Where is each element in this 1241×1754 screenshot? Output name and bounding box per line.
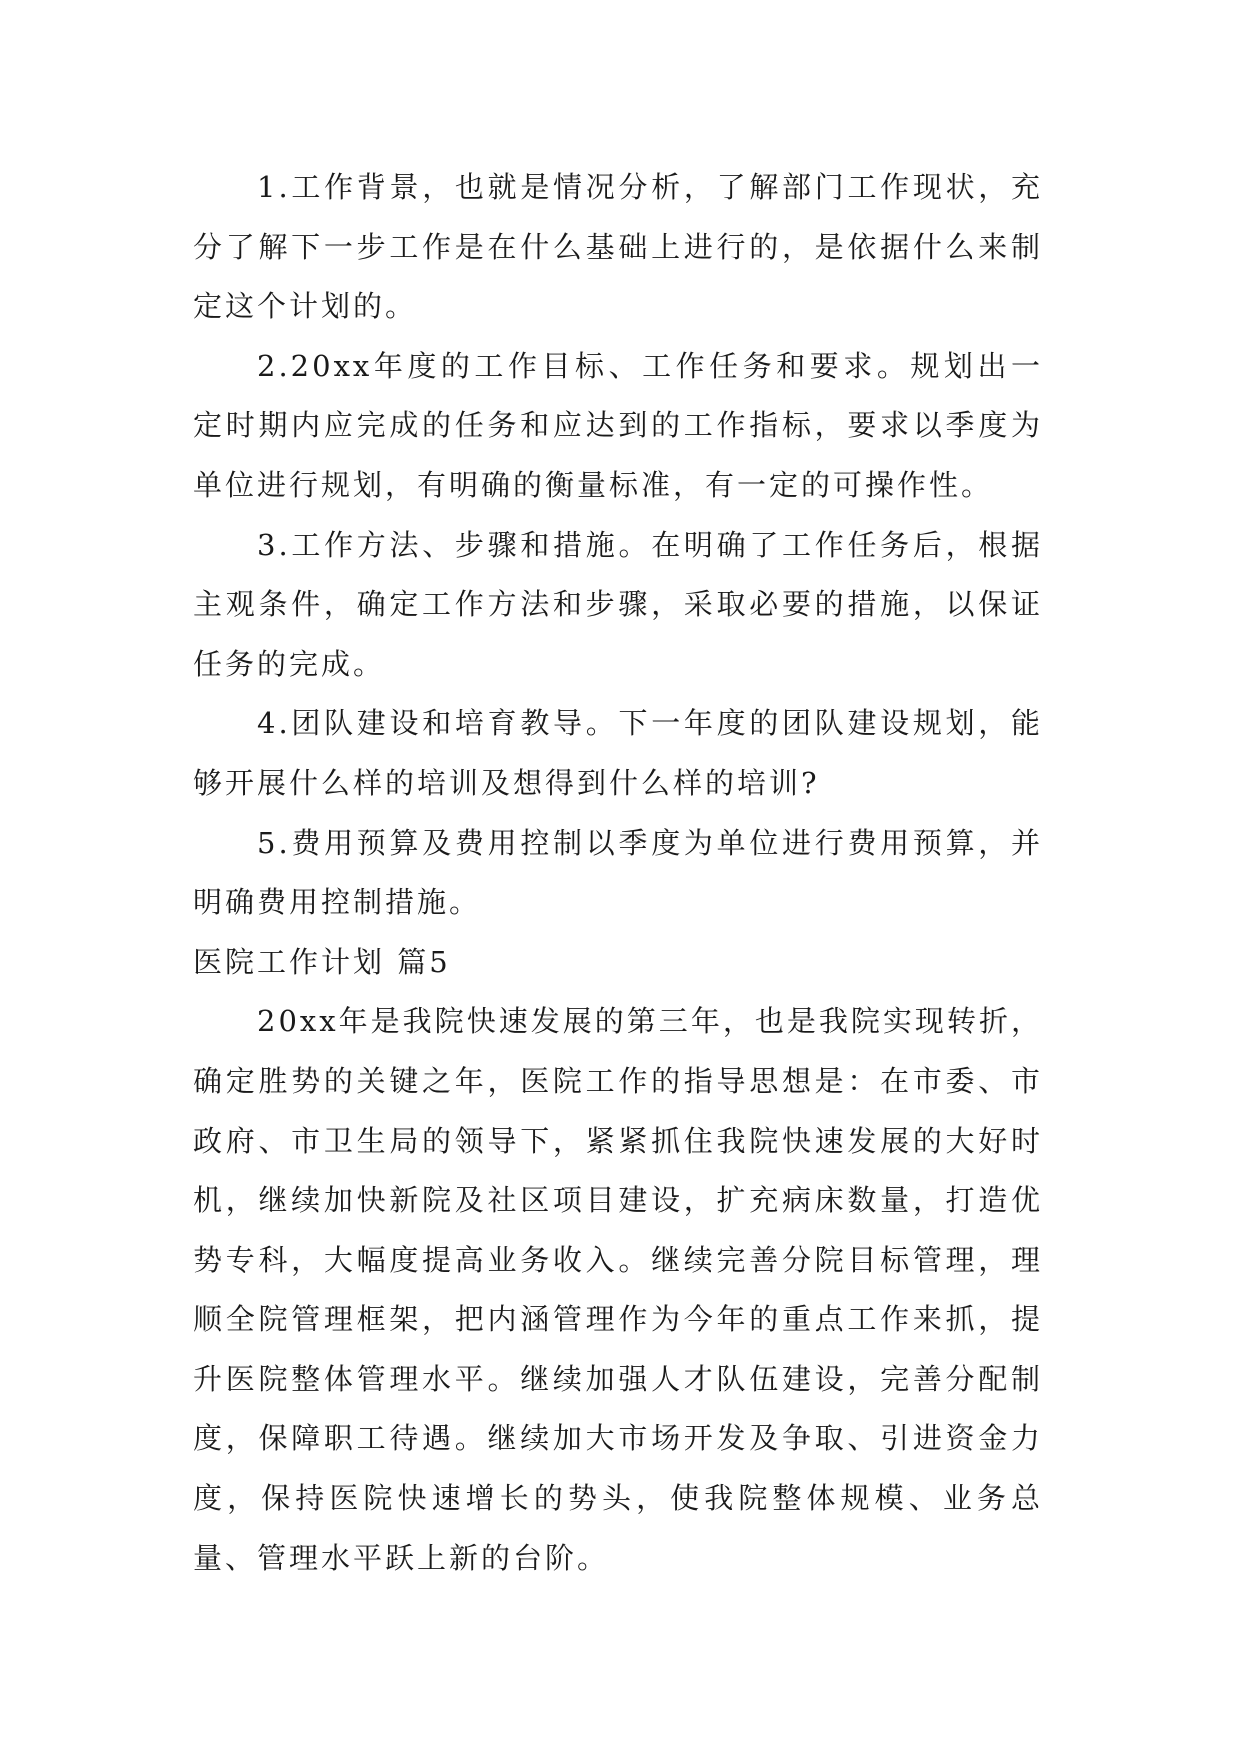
document-page (193, 158, 1043, 1588)
section-paragraph: 20xx年是我院快速发展的第三年，也是我院实现转折，确定胜势的关键之年，医院工作的指导思想是：在市委、市政府、市卫生局的领导下，紧紧抓住我院快速发展的大好时机，继续加快新院及社区项目建设，扩充病床数量，打造优势专科，大幅度提高业务收入。继续完善分院目标管理，理顺全院管理框架，把内涵管理作为今年的重点工作来抓，提升医院整体管理水平。继续加强人才队伍建设，完善分配制度，保障职工待遇。继续加大市场开发及争取、引进资金力度，保持医院快速增长的势头，使我院整体规模、业务总量、管理水平跃上新的台阶。 (193, 1004, 1043, 1575)
paragraph-item-4: 4.团队建设和培育教导。下一年度的团队建设规划，能够开展什么样的培训及想得到什么样的培训? (193, 706, 1043, 800)
paragraph-item-2: 2.20xx年度的工作目标、工作任务和要求。规划出一定时期内应完成的任务和应达到的工作指标，要求以季度为单位进行规划，有明确的衡量标准，有一定的可操作性。 (193, 348, 1043, 502)
section-heading: 医院工作计划 篇5 (193, 944, 451, 979)
paragraph-item-5: 5.费用预算及费用控制以季度为单位进行费用预算，并明确费用控制措施。 (193, 825, 1043, 920)
paragraph-item-1: 1.工作背景，也就是情况分析，了解部门工作现状，充分了解下一步工作是在什么基础上进行的，是依据什么来制定这个计划的。 (193, 170, 1043, 324)
paragraph-item-3: 3.工作方法、步骤和措施。在明确了工作任务后，根据主观条件，确定工作方法和步骤，采取必要的措施，以保证任务的完成。 (193, 527, 1043, 681)
